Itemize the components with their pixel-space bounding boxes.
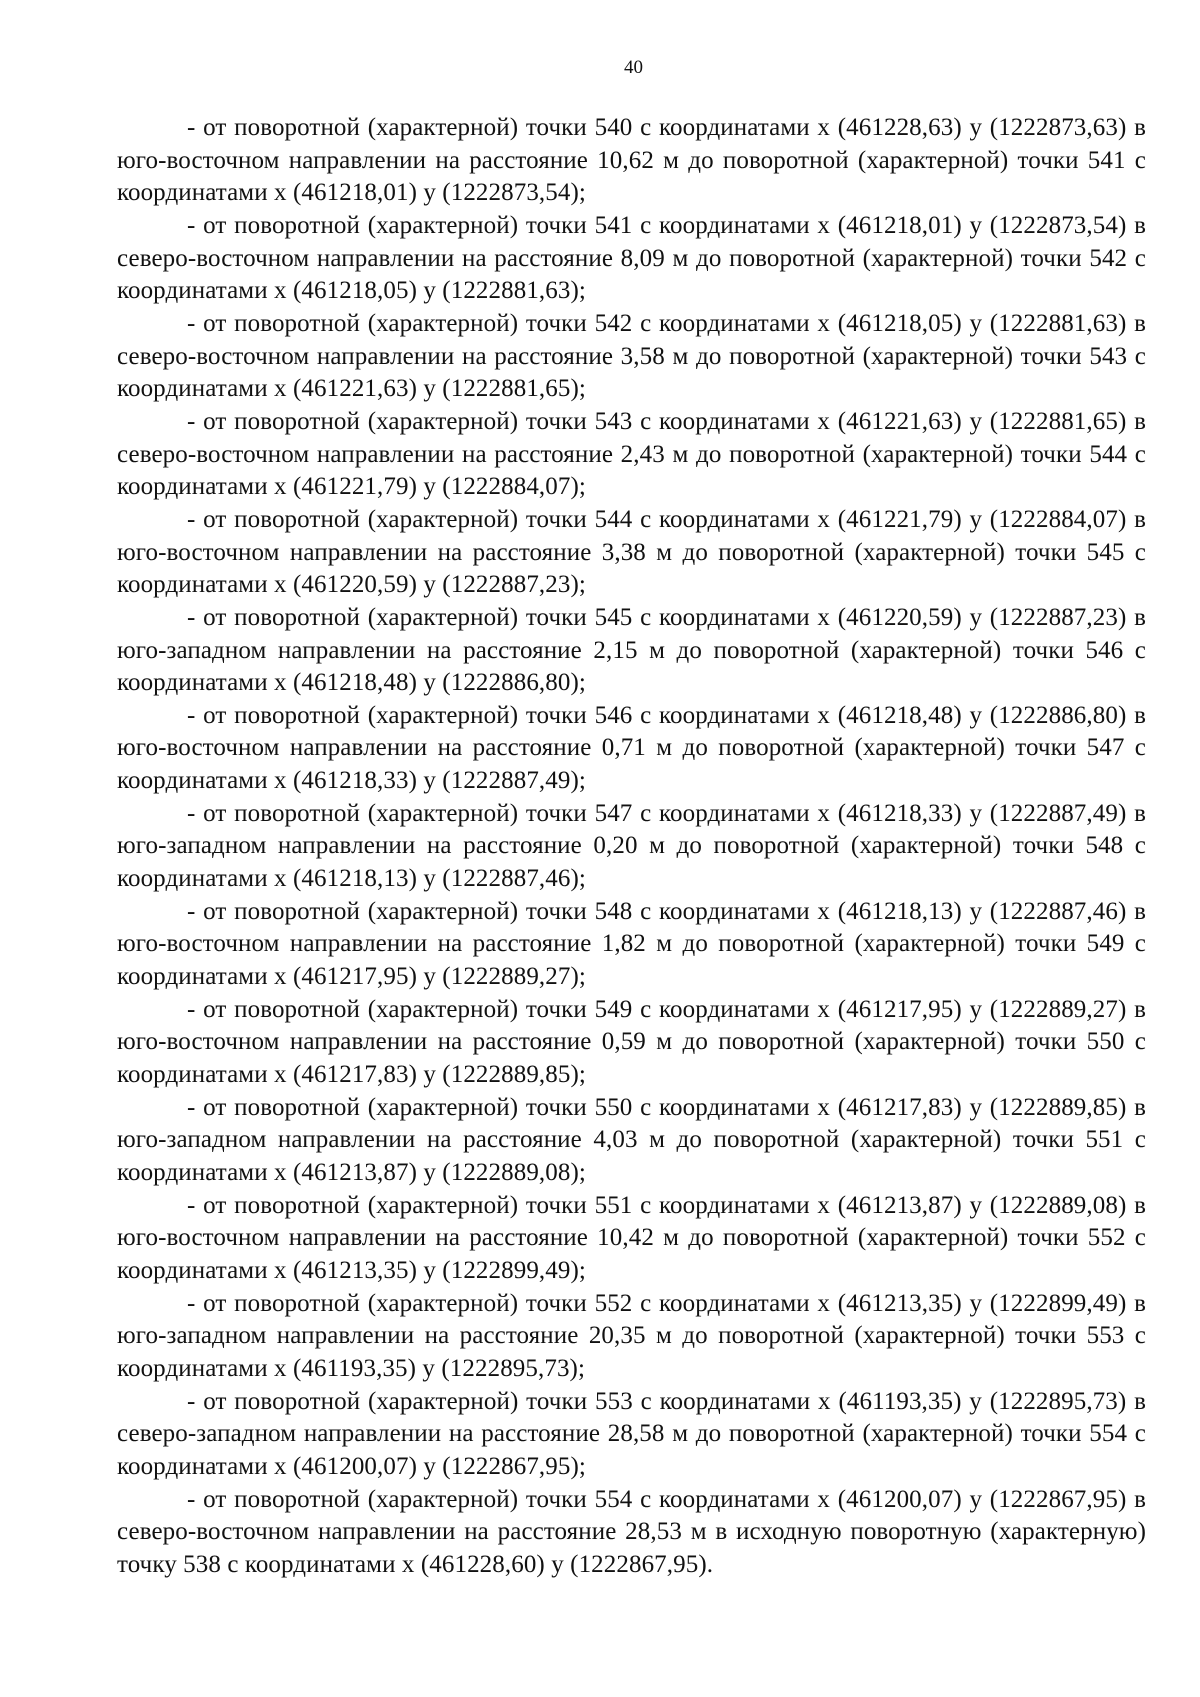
boundary-segment-540-541: - от поворотной (характерной) точки 540 с координатами х (461228,63) у (1222873,63) в юго-восточном направлении на расстояние 10,62 м до поворотной (характерной) точки 541 с координатами х (461218,01) у (1222873,54); [117,114,1146,207]
document-body [117,112,1146,1582]
boundary-segment-546-547: - от поворотной (характерной) точки 546 с координатами х (461218,48) у (1222886,80) в юго-восточном направлении на расстояние 0,71 м до поворотной (характерной) точки 547 с координатами х (461218,33) у (1222887,49); [117,701,1146,795]
page-number: 40 [624,57,643,78]
boundary-segment-549-550: - от поворотной (характерной) точки 549 с координатами х (461217,95) у (1222889,27) в юго-восточном направлении на расстояние 0,59 м до поворотной (характерной) точки 550 с координатами х (461217,83) у (1222889,85); [117,995,1146,1089]
boundary-segment-548-549: - от поворотной (характерной) точки 548 с координатами х (461218,13) у (1222887,46) в юго-восточном направлении на расстояние 1,82 м до поворотной (характерной) точки 549 с координатами х (461217,95) у (1222889,27); [117,897,1146,991]
boundary-segment-544-545: - от поворотной (характерной) точки 544 с координатами х (461221,79) у (1222884,07) в юго-восточном направлении на расстояние 3,38 м до поворотной (характерной) точки 545 с координатами х (461220,59) у (1222887,23); [117,505,1146,599]
boundary-segment-550-551: - от поворотной (характерной) точки 550 с координатами х (461217,83) у (1222889,85) в юго-западном направлении на расстояние 4,03 м до поворотной (характерной) точки 551 с координатами х (461213,87) у (1222889,08); [117,1093,1146,1186]
boundary-segment-541-542: - от поворотной (характерной) точки 541 с координатами х (461218,01) у (1222873,54) в северо-восточном направлении на расстояние 8,09 м до поворотной (характерной) точки 542 с координатами х (461218,05) у (1222881,63); [117,211,1146,305]
boundary-segment-551-552: - от поворотной (характерной) точки 551 с координатами х (461213,87) у (1222889,08) в юго-восточном направлении на расстояние 10,42 м до поворотной (характерной) точки 552 с координатами х (461213,35) у (1222899,49); [117,1191,1146,1284]
boundary-segment-543-544: - от поворотной (характерной) точки 543 с координатами х (461221,63) у (1222881,65) в северо-восточном направлении на расстояние 2,43 м до поворотной (характерной) точки 544 с координатами х (461221,79) у (1222884,07); [117,407,1146,501]
boundary-segment-552-553: - от поворотной (характерной) точки 552 с координатами х (461213,35) у (1222899,49) в юго-западном направлении на расстояние 20,35 м до поворотной (характерной) точки 553 с координатами х (461193,35) у (1222895,73); [117,1289,1146,1382]
boundary-segment-553-554: - от поворотной (характерной) точки 553 с координатами х (461193,35) у (1222895,73) в северо-западном направлении на расстояние 28,58 м до поворотной (характерной) точки 554 с координатами х (461200,07) у (1222867,95); [117,1387,1146,1480]
boundary-segment-547-548: - от поворотной (характерной) точки 547 с координатами х (461218,33) у (1222887,49) в юго-западном направлении на расстояние 0,20 м до поворотной (характерной) точки 548 с координатами х (461218,13) у (1222887,46); [117,799,1146,893]
boundary-segment-542-543: - от поворотной (характерной) точки 542 с координатами х (461218,05) у (1222881,63) в северо-восточном направлении на расстояние 3,58 м до поворотной (характерной) точки 543 с координатами х (461221,63) у (1222881,65); [117,309,1146,403]
boundary-segment-554-538: - от поворотной (характерной) точки 554 с координатами х (461200,07) у (1222867,95) в северо-восточном направлении на расстояние 28,53 м в исходную поворотную (характерную) точку 538 с координатами х (461228,60) у (1222867,95). [117,1485,1146,1578]
boundary-segment-545-546: - от поворотной (характерной) точки 545 с координатами х (461220,59) у (1222887,23) в юго-западном направлении на расстояние 2,15 м до поворотной (характерной) точки 546 с координатами х (461218,48) у (1222886,80); [117,603,1146,697]
